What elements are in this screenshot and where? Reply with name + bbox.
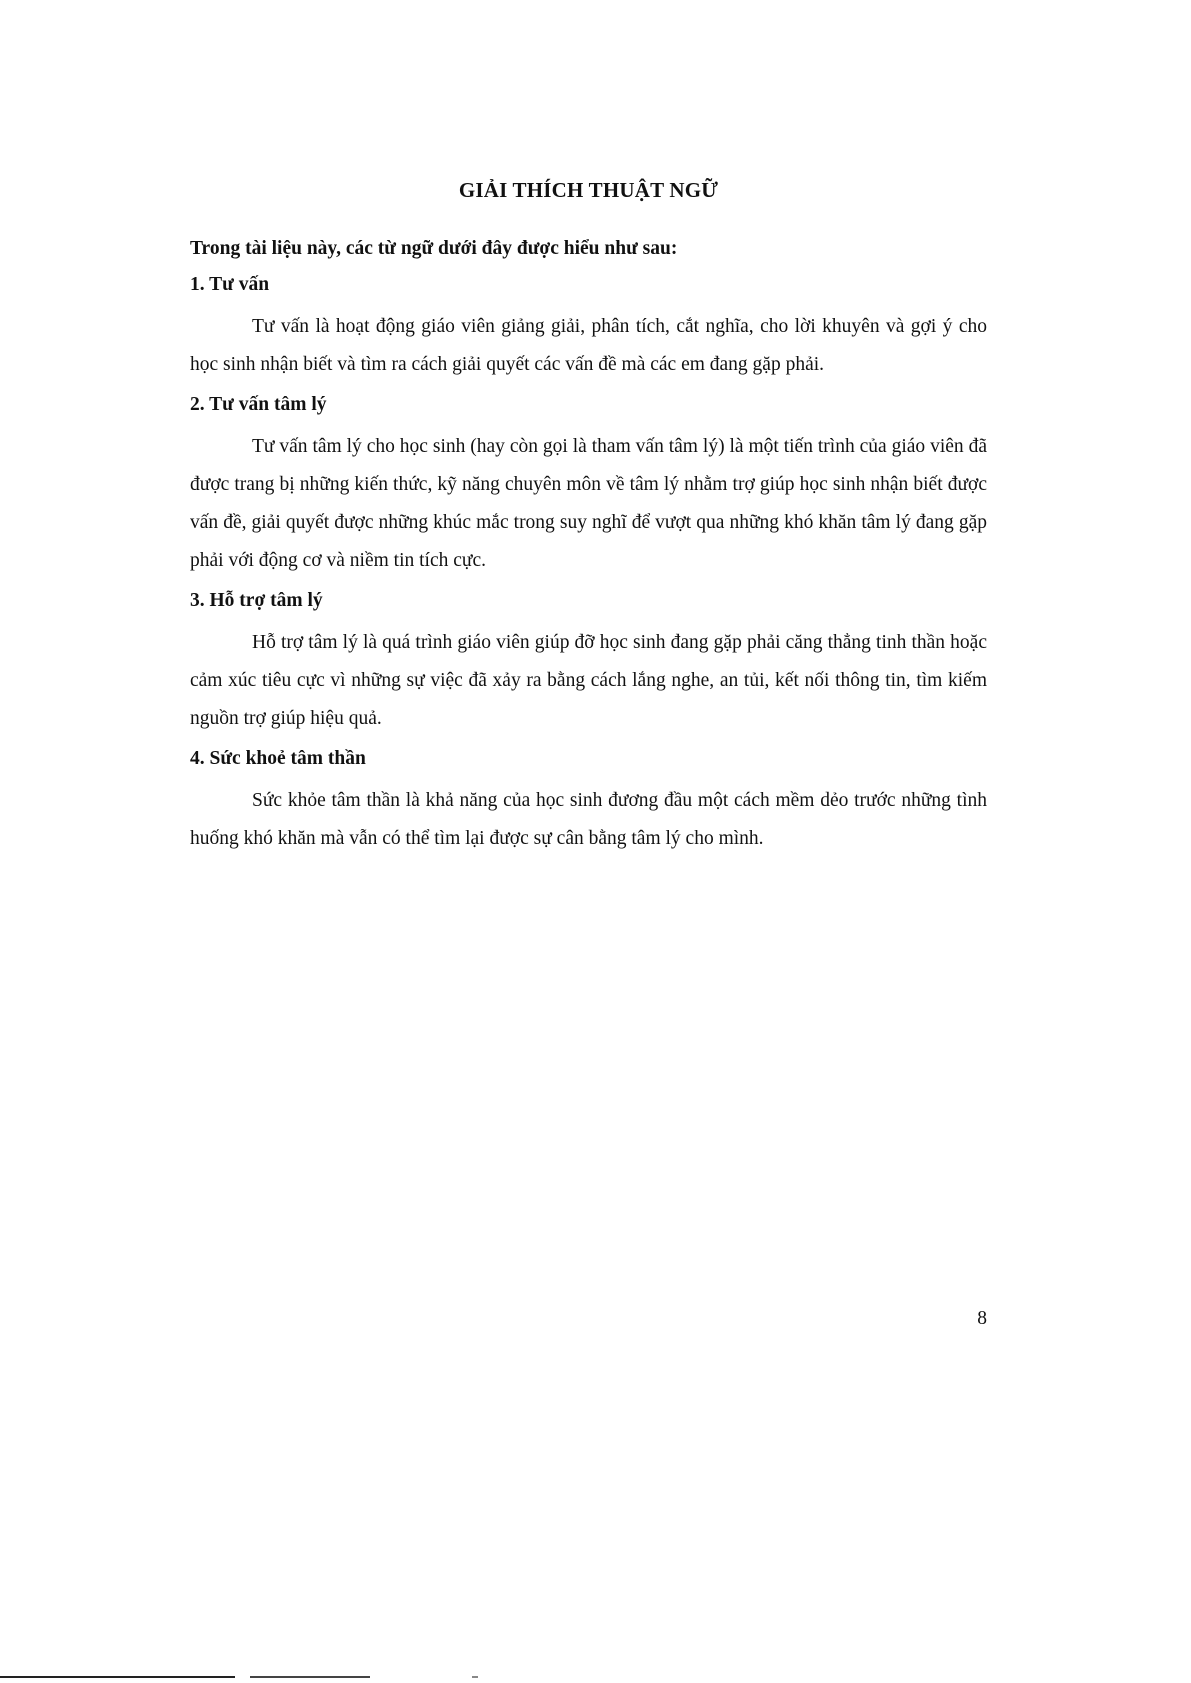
document-title: GIẢI THÍCH THUẬT NGỮ [458,178,719,202]
term-ho-tro-tam-ly [190,586,987,738]
page-content [190,175,987,864]
term-tu-van [190,270,987,384]
intro-sentence: Trong tài liệu này, các từ ngữ dưới đây được hiểu như sau: [190,238,678,259]
footer-scan-rule [0,1676,480,1678]
term-definition: Tư vấn là hoạt động giáo viên giảng giải, phân tích, cắt nghĩa, cho lời khuyên và gợi ý cho học sinh nhận biết và tìm ra cách giải quyết các vấn đề mà các em đang gặp phải. [190,316,987,375]
term-heading: 1. Tư vấn [190,274,270,295]
term-definition: Tư vấn tâm lý cho học sinh (hay còn gọi là tham vấn tâm lý) là một tiến trình của giáo viên đã được trang bị những kiến thức, kỹ năng chuyên môn về tâm lý nhằm trợ giúp học sinh nhận biết được vấn đề, giải quyết được những khúc mắc trong suy nghĩ để vượt qua những khó khăn tâm lý đang gặp phải với động cơ và niềm tin tích cực. [190,436,987,571]
term-heading: 4. Sức khoẻ tâm thần [190,748,366,769]
term-definition: Hỗ trợ tâm lý là quá trình giáo viên giúp đỡ học sinh đang gặp phải căng thẳng tinh thần hoặc cảm xúc tiêu cực vì những sự việc đã xảy ra bằng cách lắng nghe, an tủi, kết nối thông tin, tìm kiếm nguồn trợ giúp hiệu quả. [190,632,987,729]
term-heading: 3. Hỗ trợ tâm lý [190,590,323,611]
term-definition: Sức khỏe tâm thần là khả năng của học sinh đương đầu một cách mềm dẻo trước những tình huống khó khăn mà vẫn có thể tìm lại được sự cân bằng tâm lý cho mình. [190,790,987,849]
term-suc-khoe-tam-than [190,744,987,858]
page-number: 8 [977,1308,987,1329]
term-tu-van-tam-ly [190,390,987,580]
term-heading: 2. Tư vấn tâm lý [190,394,327,415]
